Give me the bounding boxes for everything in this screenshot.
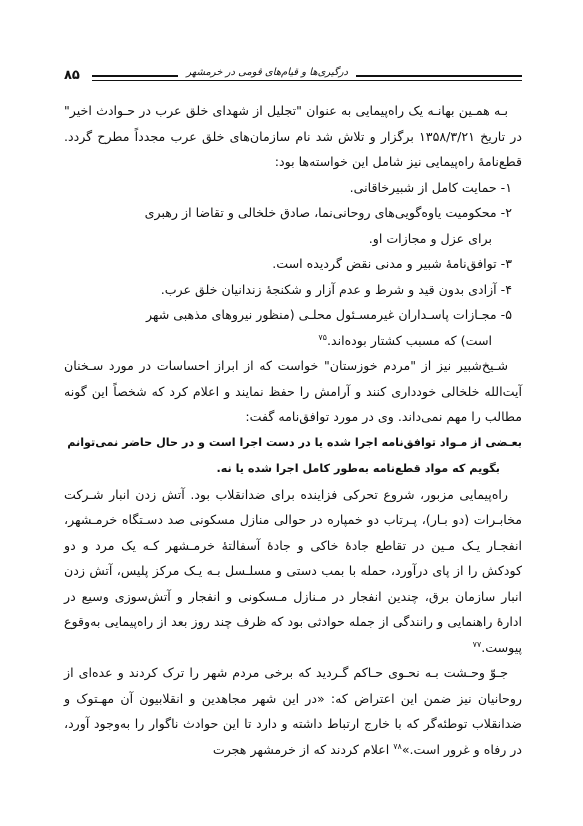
paragraph-4-tail: اعلام کردند که از خرمشهر هجرت (212, 741, 394, 757)
paragraph-1: بـه همـین بهانـه یک راه‌پیمایی به عنوان "تجلیل از شهدای خلق عرب در حـوادث اخیر" در تاریخ ۱۳۵۸/۳/۲۱ برگزار و تلاش شد نام سازمان‌های خلق عرب مجدداً مطرح گردد. قطع‌نامۀ راه‌پیمایی نیز شامل این خواسته‌ها بود: (64, 103, 522, 169)
list-item-5 (64, 302, 522, 353)
list-item-5-line-2 (64, 328, 512, 354)
list-item-5-text: است) که مسبب کشتار بوده‌اند. (326, 332, 492, 348)
list-item-2-line-1: ۲- محکومیت یاوه‌گویی‌های روحانی‌نما، صادق خلخالی و تقاضا از رهبری (144, 205, 512, 220)
footnote-ref-75: ۷۵ (318, 332, 327, 342)
list-item-2 (64, 200, 522, 251)
list-item-2-line-2: برای عزل و مجازات او. (368, 230, 492, 246)
block-quote-line-2: بگویم که مواد قطع‌نامه به‌طور کامل اجرا شده یا نه. (216, 461, 500, 475)
paragraph-3-text: راه‌پیمایی مزبور، شروع تحرکی فزاینده برای ضدانقلاب بود. آتش زدن انبار شـرکت مخابـرات (دو بـار)، پـرتاب دو خمپاره در حوالی منازل مسکونی صد دسـتگاه خرمـشهر، انفجـار یـک مـین در تقاطع جادۀ خاکی و جادۀ آسفالتۀ خرمـشهر کـه یک مرد و دو کودکش را از پای درآورد، حمله با بمب دستی و مسلـسل بـه یـک مرکز پلیس، آتش زدن انبار سازمان برق، چندین انفجار در مـنازل مـسکونی و انفجار و آتش‌سوزی وسیع در ادارۀ راهنمایی و رانندگی از جمله حوادثی بود که ظرف چند روز بعد از راه‌پیمایی به‌وقوع پیوست. (64, 486, 522, 655)
block-quote-line-1: بعـضی از مـواد توافق‌نامه اجرا شده یا در دست اجرا است و در حال حاضر نمی‌توانم (67, 435, 522, 449)
page-number: ۸۵ (64, 68, 80, 83)
list-item-4: ۴- آزادی بدون قید و شرط و عدم آزار و شکنجۀ زندانیان خلق عرب. (160, 281, 512, 297)
paragraph-3 (64, 482, 522, 661)
footnote-ref-78: ۷۸ (393, 741, 402, 751)
paragraph-4-text: جـوّ وحـشت بـه نحـوی حـاکم گـردید که برخی مردم شهر را ترک کردند و عده‌ای از روحانیان نیز ضمن این اعتراض که: «در این شهر مجاهدین و انقلابیون آن مهـتوک و ضدانقلاب توطئه‌گر که با خارج ارتباط داشته و دارد تا این حوادث ناگوار را به‌وجود آورد، در رفاه و غرور است.» (64, 665, 522, 757)
running-title: درگیری‌ها و قیام‌های قومی در خرمشهر (178, 67, 356, 78)
header-rule-thin (92, 80, 522, 81)
paragraph-2: شـیخ‌شبیر نیز از "مردم خوزستان" خواست که از ابراز احساسات در مورد سـخنان آیت‌الله خلخالی خودداری کنند و آرامش را حفظ نمایند و اعلام کرد که شخصاً این گونه مطالب را مهم نمی‌داند. وی در مورد توافق‌نامه گفت: (64, 358, 522, 424)
footnote-ref-77: ۷۷ (472, 639, 482, 649)
block-quote (64, 430, 522, 482)
list-item-3: ۳- توافق‌نامۀ شبیر و مدنی نقض گردیده است. (272, 256, 512, 271)
list-item-5-line-1: ۵- مجـازات پاسـداران غیرمسـئول محلـی (منظور نیروهای مذهبی شهر (145, 307, 512, 322)
page-header (64, 66, 522, 88)
list-item-1: ۱- حمایت کامل از شبیرخاقانی. (349, 179, 512, 195)
page-body (64, 98, 522, 762)
paragraph-4 (64, 660, 522, 762)
